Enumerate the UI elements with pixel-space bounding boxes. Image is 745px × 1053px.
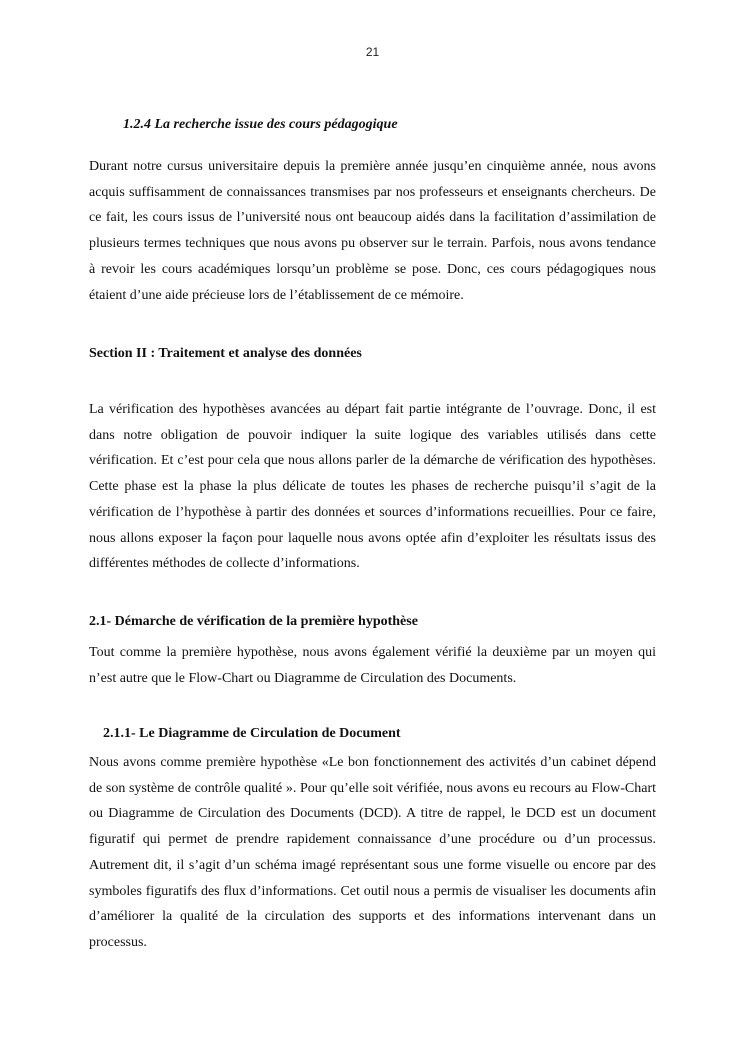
paragraph-premiere-hypothese: Tout comme la première hypothèse, nous avons également vérifié la deuxième par un moyen qui n’est autre que le Flow-Chart ou Diagramme de Circulation des Documents. bbox=[89, 645, 656, 686]
paragraph-diagramme-circulation: Nous avons comme première hypothèse «Le bon fonctionnement des activités d’un cabinet dépend de son système de contrôle qualité ». Pour qu’elle soit vérifiée, nous avons eu recours au Flow-Chart ou Diagramme de Circulation des Documents (DCD). A titre de rappel, le DCD est un document figuratif qui permet de prendre rapidement connaissance d’une procédure ou d’un processus. Autrement dit, il s’agit d’un schéma imagé représentant sous une forme visuelle ou encore par des symboles figuratifs des flux d’informations. Cet outil nous a permis de visualiser les documents afin d’améliorer la qualité de la circulation des supports et des informations intervenant dans un processus. bbox=[89, 755, 656, 950]
subsection-heading-2-1-1: 2.1.1- Le Diagramme de Circulation de Document bbox=[103, 726, 401, 741]
subsection-heading-1-2-4: 1.2.4 La recherche issue des cours pédagogique bbox=[123, 117, 398, 132]
page-number: 21 bbox=[365, 45, 380, 59]
section-heading-2-1: 2.1- Démarche de vérification de la première hypothèse bbox=[89, 614, 418, 629]
paragraph-verification-hypotheses: La vérification des hypothèses avancées au départ fait partie intégrante de l’ouvrage. Donc, il est dans notre obligation de pouvoir indiquer la suite logique des variables utilisés dans cette vérification. Et c’est pour cela que nous allons parler de la démarche de vérification des hypothèses. Cette phase est la phase la plus délicate de toutes les phases de recherche puisqu’il s’agit de la vérification de l’hypothèse à partir des données et sources d’informations recueillies. Pour ce faire, nous allons exposer la façon pour laquelle nous avons optée afin d’exploiter les résultats issus des différentes méthodes de collecte d’informations. bbox=[89, 402, 656, 572]
section-heading-2: Section II : Traitement et analyse des données bbox=[89, 346, 362, 361]
paragraph-cours-pedagogiques: Durant notre cursus universitaire depuis la première année jusqu’en cinquième année, nous avons acquis suffisamment de connaissances transmises par nos professeurs et enseignants chercheurs. De ce fait, les cours issus de l’université nous ont beaucoup aidés dans la facilitation d’assimilation de plusieurs termes techniques que nous avons pu observer sur le terrain. Parfois, nous avons tendance à revoir les cours académiques lorsqu’un problème se pose. Donc, ces cours pédagogiques nous étaient d’une aide précieuse lors de l’établissement de ce mémoire. bbox=[89, 159, 656, 303]
